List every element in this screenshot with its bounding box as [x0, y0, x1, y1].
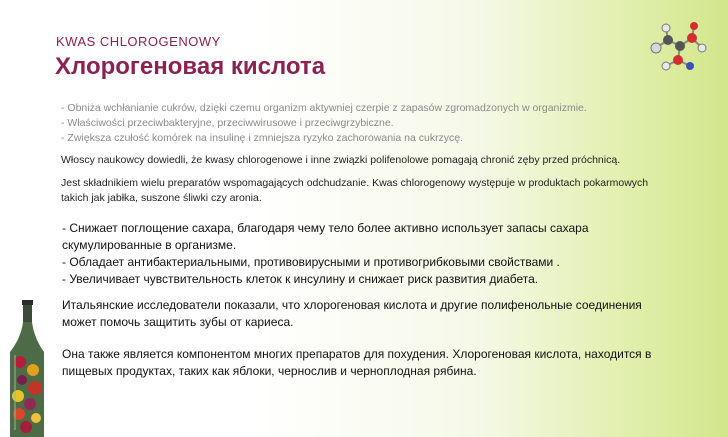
- molecule-model-icon: [644, 18, 714, 78]
- russian-teeth-paragraph: [62, 297, 712, 331]
- russian-list-item: - Снижает поглощение сахара, благодаря чему тело более активно использует запасы сахара: [62, 221, 589, 235]
- russian-list-item: - Обладает антибактериальными, противовирусными и противогрибковыми свойствами .: [62, 255, 560, 269]
- polish-teeth-paragraph: [61, 153, 711, 168]
- polish-teeth-line: Włoscy naukowcy dowiedli, że kwasy chlorogenowe i inne związki polifenolowe pomagają chronić zęby przed próchnicą.: [61, 154, 621, 166]
- slide-subtitle: KWAS CHLOROGENOWY: [56, 34, 221, 49]
- polish-list-item: - Obniża wchłanianie cukrów, dzięki czemu organizm aktywniej czerpie z zapasów zgromadzonych w organizmie.: [61, 102, 587, 114]
- slide-title: Хлорогеновая кислота: [55, 53, 326, 80]
- russian-ingredient-line: пищевых продуктах, таких как яблоки, чернослив и черноплодная рябина.: [62, 364, 477, 378]
- polish-list-item: - Właściwości przeciwbakteryjne, przeciwwirusowe i przeciwgrzybiczne.: [61, 117, 394, 129]
- russian-list-item: скумулированные в организме.: [62, 238, 237, 252]
- polish-list-item: - Zwiększa czułość komórek na insulinę i zmniejsza ryzyko zachorowania na cukrzycę.: [61, 132, 464, 144]
- polish-ingredient-line: takich jak jabłka, suszone śliwki czy aronia.: [61, 192, 262, 204]
- polish-benefits-list: [61, 101, 701, 146]
- polish-ingredient-line: Jest składnikiem wielu preparatów wspomagających odchudzanie. Kwas chlorogenowy występuje w produktach pokarmowych: [61, 177, 649, 189]
- russian-benefits-list: [62, 220, 712, 288]
- russian-ingredient-paragraph: [62, 346, 712, 380]
- russian-ingredient-line: Она также является компонентом многих препаратов для похудения. Хлорогеновая кислота, находится в: [62, 347, 652, 361]
- bottle-illustration-icon: [6, 300, 50, 437]
- russian-teeth-line: Итальянские исследователи показали, что хлорогеновая кислота и другие полифенольные соединения: [62, 298, 642, 312]
- polish-ingredient-paragraph: [61, 176, 711, 206]
- russian-teeth-line: может помочь защитить зубы от кариеса.: [62, 315, 294, 329]
- russian-list-item: - Увеличивает чувствительность клеток к инсулину и снижает риск развития диабета.: [62, 272, 539, 286]
